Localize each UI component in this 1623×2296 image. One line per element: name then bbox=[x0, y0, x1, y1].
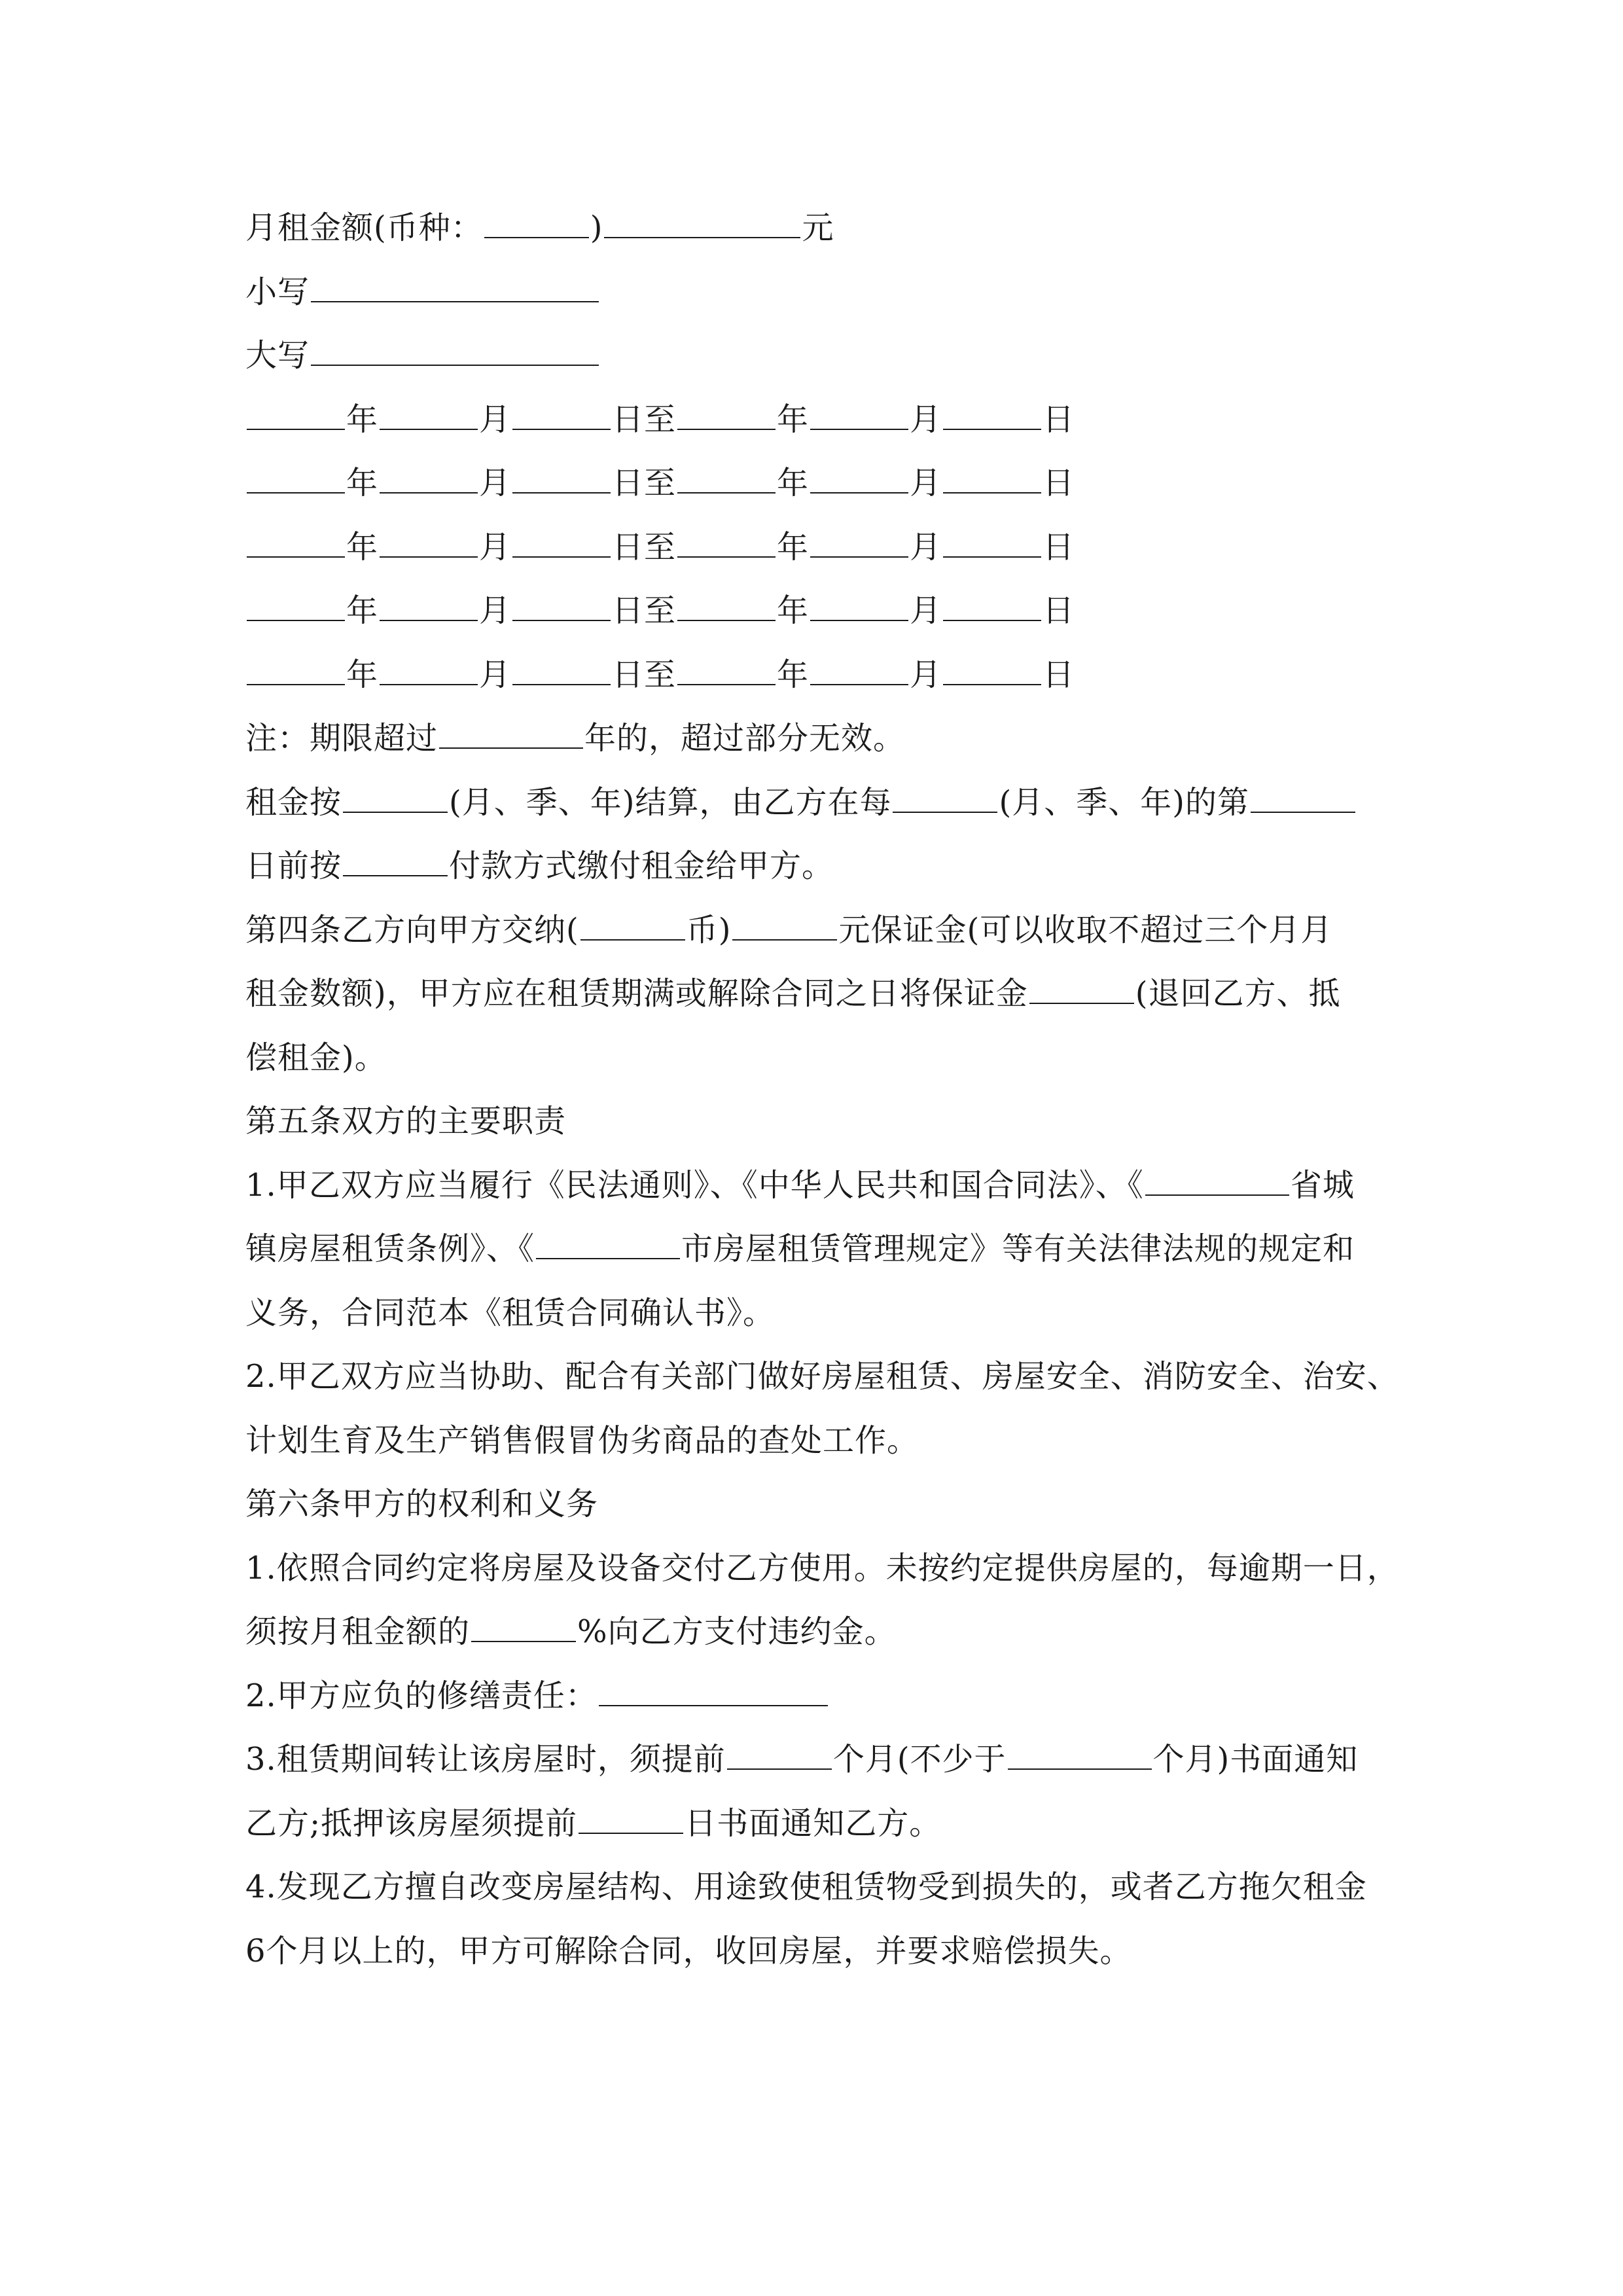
blank bbox=[380, 466, 478, 493]
blank bbox=[247, 466, 345, 493]
text: 计划生育及生产销售假冒伪劣商品的查处工作。 bbox=[245, 1422, 919, 1459]
blank bbox=[893, 785, 997, 813]
text: 日至 bbox=[612, 528, 677, 565]
text: 偿租金)。 bbox=[245, 1039, 387, 1076]
text: 须按月租金额的 bbox=[245, 1613, 471, 1650]
text: 日前按 bbox=[245, 848, 342, 884]
period-line bbox=[245, 452, 1378, 516]
blank bbox=[380, 658, 478, 685]
text: 第六条甲方的权利和义务 bbox=[245, 1486, 599, 1522]
blank bbox=[677, 658, 776, 685]
text: 日至 bbox=[612, 592, 677, 629]
text: 1.甲乙双方应当履行《民法通则》、《中华人民共和国合同法》、《 bbox=[245, 1166, 1144, 1204]
blank bbox=[247, 530, 345, 558]
text: 4.发现乙方擅自改变房屋结构、用途致使租赁物受到损失的，或者乙方拖欠租金 bbox=[245, 1869, 1367, 1905]
blank bbox=[536, 1232, 680, 1259]
monthly-rent-line bbox=[245, 196, 1378, 260]
text: 月 bbox=[910, 656, 942, 693]
text: 第五条双方的主要职责 bbox=[245, 1103, 567, 1139]
blank bbox=[810, 530, 908, 558]
text: 日至 bbox=[612, 656, 677, 693]
article-6-line bbox=[245, 1728, 1378, 1792]
blank bbox=[512, 403, 611, 430]
article-5-line bbox=[245, 1345, 1399, 1409]
text: 租金数额)，甲方应在租赁期满或解除合同之日将保证金 bbox=[245, 975, 1028, 1012]
contract-page bbox=[245, 196, 1399, 1983]
blank bbox=[439, 721, 583, 749]
blank bbox=[727, 1742, 832, 1770]
text: 年 bbox=[777, 592, 810, 629]
text: 日 bbox=[1043, 465, 1075, 501]
text: 日书面通知乙方。 bbox=[685, 1804, 942, 1842]
text: 日 bbox=[1043, 656, 1075, 693]
text: 大写 bbox=[245, 337, 310, 374]
article-5-line bbox=[245, 1154, 1378, 1218]
lowercase-amount-line bbox=[245, 260, 1378, 325]
text: 镇房屋租赁条例》、《 bbox=[245, 1230, 535, 1267]
blank bbox=[943, 594, 1041, 621]
text: 注：期限超过 bbox=[245, 720, 438, 757]
text: 月 bbox=[479, 401, 512, 438]
period-line bbox=[245, 579, 1378, 643]
text: %向乙方支付违约金。 bbox=[577, 1613, 897, 1650]
text: 月 bbox=[910, 592, 942, 629]
blank bbox=[343, 849, 448, 876]
payment-line bbox=[245, 834, 1378, 899]
blank bbox=[512, 530, 611, 558]
blank bbox=[580, 913, 685, 941]
text: 年 bbox=[777, 401, 810, 438]
article-5-line bbox=[245, 1282, 1378, 1346]
article-5-title bbox=[245, 1090, 1378, 1154]
text: 日至 bbox=[612, 465, 677, 501]
article-6-line bbox=[245, 1856, 1378, 1920]
article-6-line bbox=[245, 1537, 1399, 1601]
blank bbox=[247, 658, 345, 685]
blank bbox=[677, 466, 776, 493]
article-6-line bbox=[245, 1600, 1378, 1664]
blank bbox=[810, 658, 908, 685]
blank bbox=[810, 466, 908, 493]
text: (月、季、年)的第 bbox=[999, 783, 1249, 821]
blank bbox=[810, 403, 908, 430]
text: 月 bbox=[479, 592, 512, 629]
text: 乙方;抵押该房屋须提前 bbox=[245, 1804, 578, 1842]
blank bbox=[380, 594, 478, 621]
blank bbox=[599, 1679, 828, 1706]
blank bbox=[943, 403, 1041, 430]
blank bbox=[380, 530, 478, 558]
blank bbox=[677, 403, 776, 430]
text: 年 bbox=[346, 465, 379, 501]
uppercase-blank bbox=[311, 338, 599, 366]
text: 月 bbox=[479, 465, 512, 501]
blank bbox=[1145, 1168, 1289, 1196]
text: 省城 bbox=[1290, 1166, 1355, 1204]
text: 义务，合同范本《租赁合同确认书》。 bbox=[245, 1294, 776, 1331]
blank bbox=[732, 913, 837, 941]
blank bbox=[677, 530, 776, 558]
period-line bbox=[245, 643, 1378, 708]
article-4-line bbox=[245, 1026, 1378, 1090]
text: 个月)书面通知 bbox=[1152, 1741, 1359, 1778]
text: (月、季、年)结算，由乙方在每 bbox=[449, 783, 892, 821]
blank bbox=[677, 594, 776, 621]
text: 个月(不少于 bbox=[832, 1741, 1007, 1778]
blank bbox=[810, 594, 908, 621]
text: 年 bbox=[346, 592, 379, 629]
blank bbox=[512, 658, 611, 685]
text: 第四条乙方向甲方交纳( bbox=[245, 911, 579, 948]
text: 日至 bbox=[612, 401, 677, 438]
text: 年 bbox=[346, 656, 379, 693]
blank bbox=[247, 594, 345, 621]
blank bbox=[512, 594, 611, 621]
period-line bbox=[245, 516, 1378, 580]
article-6-title bbox=[245, 1473, 1378, 1537]
payment-line bbox=[245, 771, 1378, 835]
text: 3.租赁期间转让该房屋时，须提前 bbox=[245, 1741, 726, 1778]
article-6-line bbox=[245, 1920, 1378, 1984]
text: 月 bbox=[479, 528, 512, 565]
text: 付款方式缴付租金给甲方。 bbox=[449, 848, 834, 884]
text: 小写 bbox=[245, 273, 310, 310]
article-6-line bbox=[245, 1664, 1378, 1729]
text: (退回乙方、抵 bbox=[1135, 975, 1341, 1012]
text: 日 bbox=[1043, 592, 1075, 629]
text: 6个月以上的，甲方可解除合同，收回房屋，并要求赔偿损失。 bbox=[245, 1932, 1132, 1969]
blank bbox=[471, 1615, 576, 1642]
term-note-line bbox=[245, 707, 1378, 771]
text: 元 bbox=[802, 209, 834, 246]
blank bbox=[943, 466, 1041, 493]
text: 月 bbox=[910, 465, 942, 501]
article-4-line bbox=[245, 899, 1378, 963]
article-5-line bbox=[245, 1217, 1378, 1282]
blank bbox=[1029, 977, 1134, 1004]
blank bbox=[579, 1806, 683, 1834]
blank bbox=[943, 530, 1041, 558]
text: 2.甲乙双方应当协助、配合有关部门做好房屋租赁、房屋安全、消防安全、治安、 bbox=[245, 1358, 1399, 1395]
text: 月 bbox=[910, 401, 942, 438]
text: 月 bbox=[910, 528, 942, 565]
text: 年 bbox=[777, 656, 810, 693]
text: 年 bbox=[346, 401, 379, 438]
text: 年的，超过部分无效。 bbox=[584, 720, 906, 757]
blank bbox=[1008, 1742, 1152, 1770]
text: 元保证金(可以收取不超过三个月月 bbox=[838, 911, 1333, 948]
text: 年 bbox=[346, 528, 379, 565]
text: 币) bbox=[686, 911, 732, 948]
text: 2.甲方应负的修缮责任： bbox=[245, 1677, 597, 1714]
text: 日 bbox=[1043, 528, 1075, 565]
text: 市房屋租赁管理规定》等有关法律法规的规定和 bbox=[681, 1230, 1355, 1267]
text: 租金按 bbox=[245, 783, 342, 821]
blank bbox=[943, 658, 1041, 685]
blank bbox=[512, 466, 611, 493]
uppercase-amount-line bbox=[245, 324, 1378, 388]
article-4-line bbox=[245, 962, 1378, 1026]
text: 1.依照合同约定将房屋及设备交付乙方使用。未按约定提供房屋的，每逾期一日， bbox=[245, 1549, 1399, 1587]
lowercase-blank bbox=[311, 275, 599, 302]
article-6-line bbox=[245, 1792, 1378, 1856]
text: ) bbox=[590, 209, 603, 246]
text: 月 bbox=[479, 656, 512, 693]
text: 年 bbox=[777, 528, 810, 565]
text: 年 bbox=[777, 465, 810, 501]
blank bbox=[1251, 785, 1355, 813]
article-5-line bbox=[245, 1409, 1378, 1473]
currency-blank bbox=[484, 211, 589, 238]
text: 日 bbox=[1043, 401, 1075, 438]
blank bbox=[343, 785, 448, 813]
amount-blank bbox=[604, 211, 800, 238]
period-line bbox=[245, 388, 1378, 452]
text: 月租金额(币种： bbox=[245, 209, 483, 246]
blank bbox=[380, 403, 478, 430]
blank bbox=[247, 403, 345, 430]
